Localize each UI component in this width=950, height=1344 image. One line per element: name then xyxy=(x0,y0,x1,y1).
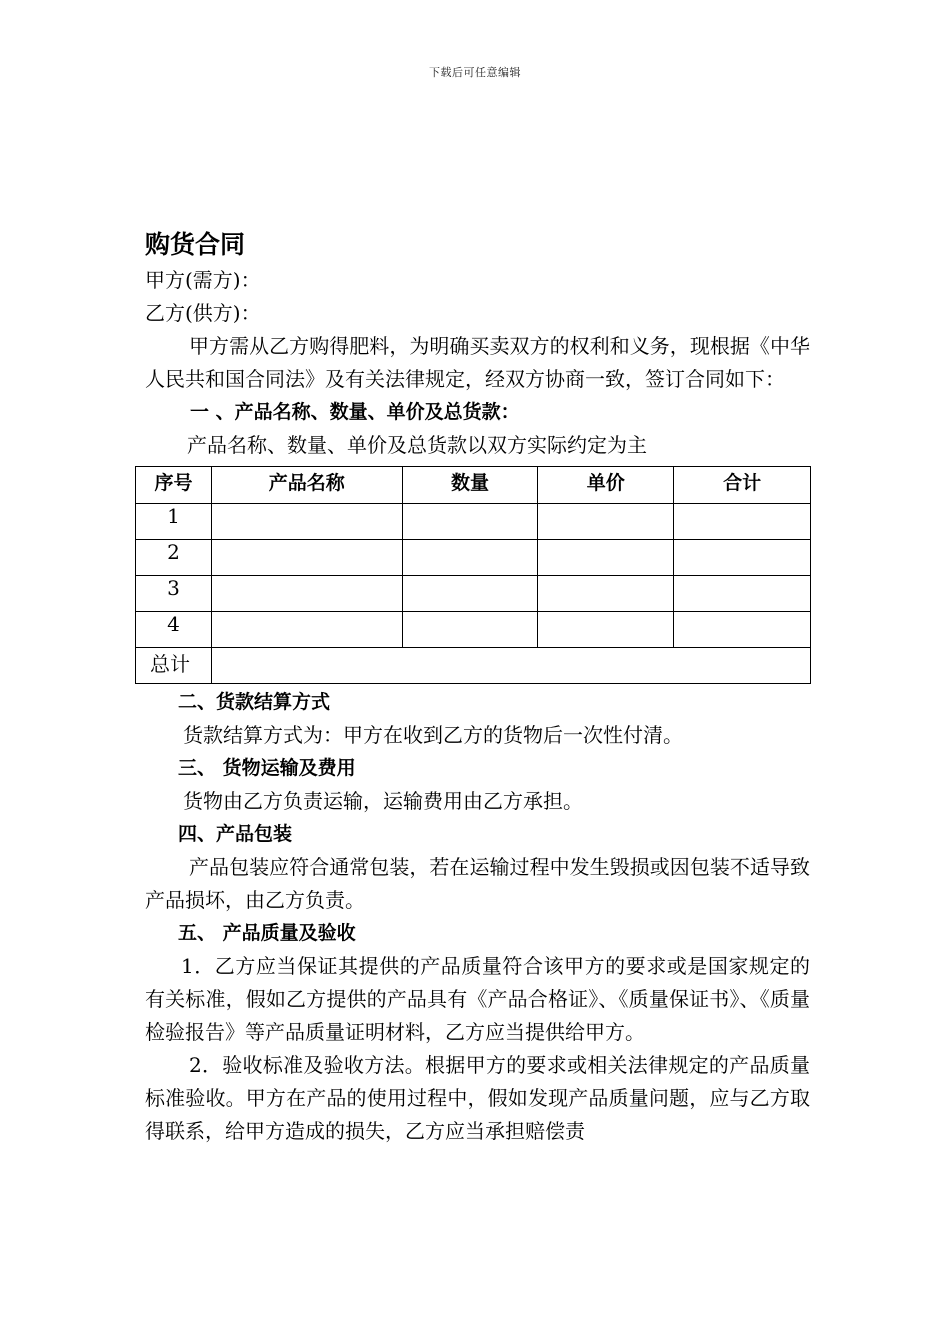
section-5-heading: 五、 产品质量及验收 xyxy=(178,922,356,944)
cell-subtotal xyxy=(674,576,811,612)
section-4-body: 产品包装应符合通常包装，若在运输过程中发生毁损或因包装不适导致产品损坏，由乙方负责。 xyxy=(145,855,810,912)
section-2-heading: 二、货款结算方式 xyxy=(178,691,331,713)
section-1-heading: 一 、产品名称、数量、单价及总货款： xyxy=(190,401,520,423)
cell-unit-price xyxy=(538,612,674,648)
cell-quantity xyxy=(402,576,538,612)
section-5-paragraph-1: 1．乙方应当保证其提供的产品质量符合该甲方的要求或是国家规定的有关标准，假如乙方提供的产品具有《产品合格证》、《质量保证书》、《质量检验报告》等产品质量证明材料，乙方应当提供给甲方。 xyxy=(145,954,810,1044)
section-2-body: 货款结算方式为：甲方在收到乙方的货物后一次性付清。 xyxy=(183,723,683,747)
table-row xyxy=(136,576,811,612)
cell-unit-price xyxy=(538,504,674,540)
col-header-product-name: 产品名称 xyxy=(211,467,402,504)
row-index: 4 xyxy=(136,612,212,648)
col-header-subtotal: 合计 xyxy=(674,467,811,504)
table-row xyxy=(136,504,811,540)
row-index: 3 xyxy=(136,576,212,612)
cell-subtotal xyxy=(674,612,811,648)
cell-product-name xyxy=(211,504,402,540)
table-total-row xyxy=(136,648,811,684)
cell-subtotal xyxy=(674,504,811,540)
party-b-line: 乙方(供方)： xyxy=(145,301,261,325)
document-title: 购货合同 xyxy=(145,230,246,259)
section-3-body: 货物由乙方负责运输，运输费用由乙方承担。 xyxy=(183,789,583,813)
cell-product-name xyxy=(211,576,402,612)
goods-table xyxy=(135,466,811,684)
intro-paragraph: 甲方需从乙方购得肥料，为明确买卖双方的权利和义务，现根据《中华人民共和国合同法》及有关法律规定，经双方协商一致，签订合同如下： xyxy=(145,334,810,391)
section-4-heading: 四、产品包装 xyxy=(178,823,293,845)
cell-quantity xyxy=(402,504,538,540)
table-row xyxy=(136,540,811,576)
cell-unit-price xyxy=(538,540,674,576)
table-row xyxy=(136,612,811,648)
cell-quantity xyxy=(402,540,538,576)
cell-product-name xyxy=(211,612,402,648)
section-1-body: 产品名称、数量、单价及总货款以双方实际约定为主 xyxy=(187,433,647,457)
col-header-quantity: 数量 xyxy=(402,467,538,504)
cell-unit-price xyxy=(538,576,674,612)
section-3-heading: 三、 货物运输及费用 xyxy=(178,757,356,779)
table-header-row xyxy=(136,467,811,504)
row-index: 2 xyxy=(136,540,212,576)
cell-total-amount xyxy=(211,648,810,684)
section-5-paragraph-2: 2．验收标准及验收方法。根据甲方的要求或相关法律规定的产品质量标准验收。甲方在产品的使用过程中，假如发现产品质量问题，应与乙方取得联系，给甲方造成的损失，乙方应当承担赔偿责 xyxy=(145,1053,810,1143)
party-a-line: 甲方(需方)： xyxy=(145,268,261,292)
col-header-index: 序号 xyxy=(136,467,212,504)
cell-quantity xyxy=(402,612,538,648)
col-header-unit-price: 单价 xyxy=(538,467,674,504)
cell-subtotal xyxy=(674,540,811,576)
page-header-note: 下载后可任意编辑 xyxy=(429,66,521,79)
row-index: 1 xyxy=(136,504,212,540)
contract-document xyxy=(145,226,810,1148)
cell-product-name xyxy=(211,540,402,576)
total-label: 总计 xyxy=(136,648,212,684)
